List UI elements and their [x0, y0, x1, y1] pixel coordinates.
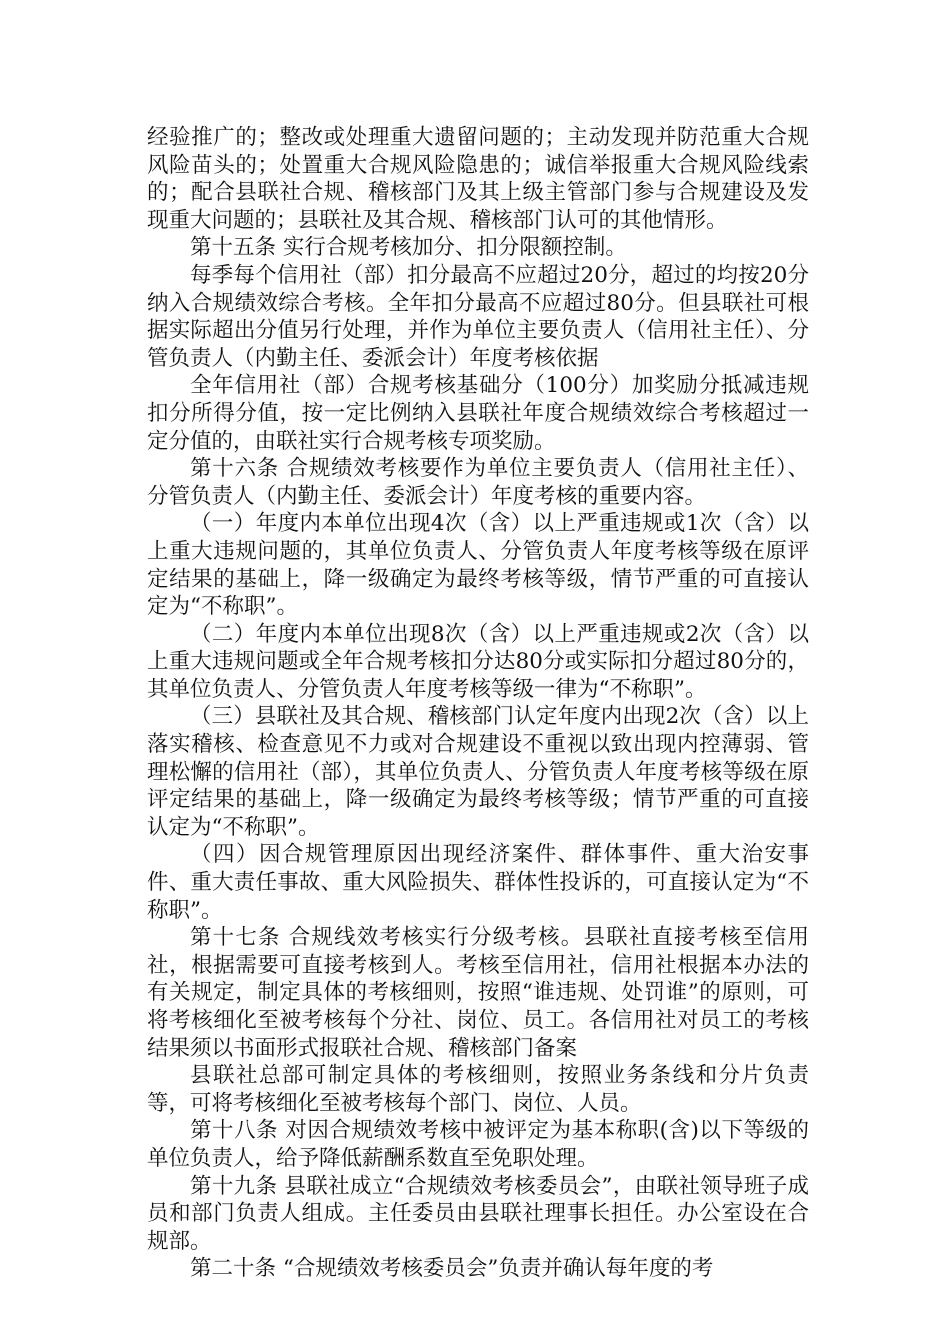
- paragraph-annual-score-reward: 全年信用社（部）合规考核基础分（100分）加奖励分抵减违规扣分所得分值，按一定比例纳入县联社年度合规绩效综合考核超过一定分值的，由联社实行合规考核专项奖励。: [147, 373, 809, 454]
- paragraph-incentive-cases-continued: 经验推广的；整改或处理重大遗留问题的；主动发现并防范重大合规风险苗头的；处置重大合规风险隐患的；诚信举报重大合规风险线索的；配合县联社合规、稽核部门及其上级主管部门参与合规建设及发现重大问题的；县联社及其合规、稽核部门认可的其他情形。: [147, 125, 809, 233]
- paragraph-headquarters-rules: 县联社总部可制定具体的考核细则，按照业务条线和分片负责等，可将考核细化至被考核每个部门、岗位、人员。: [147, 1063, 809, 1116]
- article-15-heading: 第十五条 实行合规考核加分、扣分限额控制。: [190, 235, 627, 261]
- document-page: [147, 124, 809, 1283]
- article-17-heading: 第十七条 合规线效考核实行分级考核。县联社直接考核至信用社，根据需要可直接考核到人。考核至信用社，信用社根据本办法的有关规定，制定具体的考核细则，按照“谁违规、处罚谁”的原则，可将考核细化至被考核每个分社、岗位、员工。各信用社对员工的考核结果须以书面形式报联社合规、稽核部门备案: [147, 925, 809, 1061]
- article-19-heading: 第十九条 县联社成立“合规绩效考核委员会”，由联社领导班子成员和部门负责人组成。主任委员由县联社理事长担任。办公室设在合规部。: [147, 1173, 809, 1254]
- article-16-item-3: （三）县联社及其合规、稽核部门认定年度内出现2次（含）以上落实稽核、检查意见不力或对合规建设不重视以致出现内控薄弱、管理松懈的信用社（部），其单位负责人、分管负责人年度考核等级在原评定结果的基础上，降一级确定为最终考核等级；情节严重的可直接认定为“不称职”。: [147, 704, 809, 840]
- article-16-item-1: （一）年度内本单位出现4次（含）以上严重违规或1次（含）以上重大违规问题的，其单位负责人、分管负责人年度考核等级在原评定结果的基础上，降一级确定为最终考核等级，情节严重的可直接认定为“不称职”。: [147, 511, 809, 620]
- article-16-item-2: （二）年度内本单位出现8次（含）以上严重违规或2次（含）以上重大违规问题或全年合规考核扣分达80分或实际扣分超过80分的，其单位负责人、分管负责人年度考核等级一律为“不称职”。: [147, 621, 809, 702]
- article-16-item-4: （四）因合规管理原因出现经济案件、群体事件、重大治安事件、重大责任事故、重大风险损失、群体性投诉的，可直接认定为“不称职”。: [147, 842, 809, 923]
- paragraph-quarterly-deduction-limit: 每季每个信用社（部）扣分最高不应超过20分，超过的均按20分纳入合规绩效综合考核。全年扣分最高不应超过80分。但县联社可根据实际超出分值另行处理，并作为单位主要负责人（信用社主任）、分管负责人（内勤主任、委派会计）年度考核依据: [147, 262, 809, 371]
- article-16-heading: 第十六条 合规绩效考核要作为单位主要负责人（信用社主任）、分管负责人（内勤主任、委派会计）年度考核的重要内容。: [147, 456, 809, 509]
- article-20-heading: 第二十条 “合规绩效考核委员会”负责并确认每年度的考: [190, 1256, 714, 1282]
- article-18-heading: 第十八条 对因合规绩效考核中被评定为基本称职(含)以下等级的单位负责人，给予降低薪酬系数直至免职处理。: [147, 1118, 809, 1171]
